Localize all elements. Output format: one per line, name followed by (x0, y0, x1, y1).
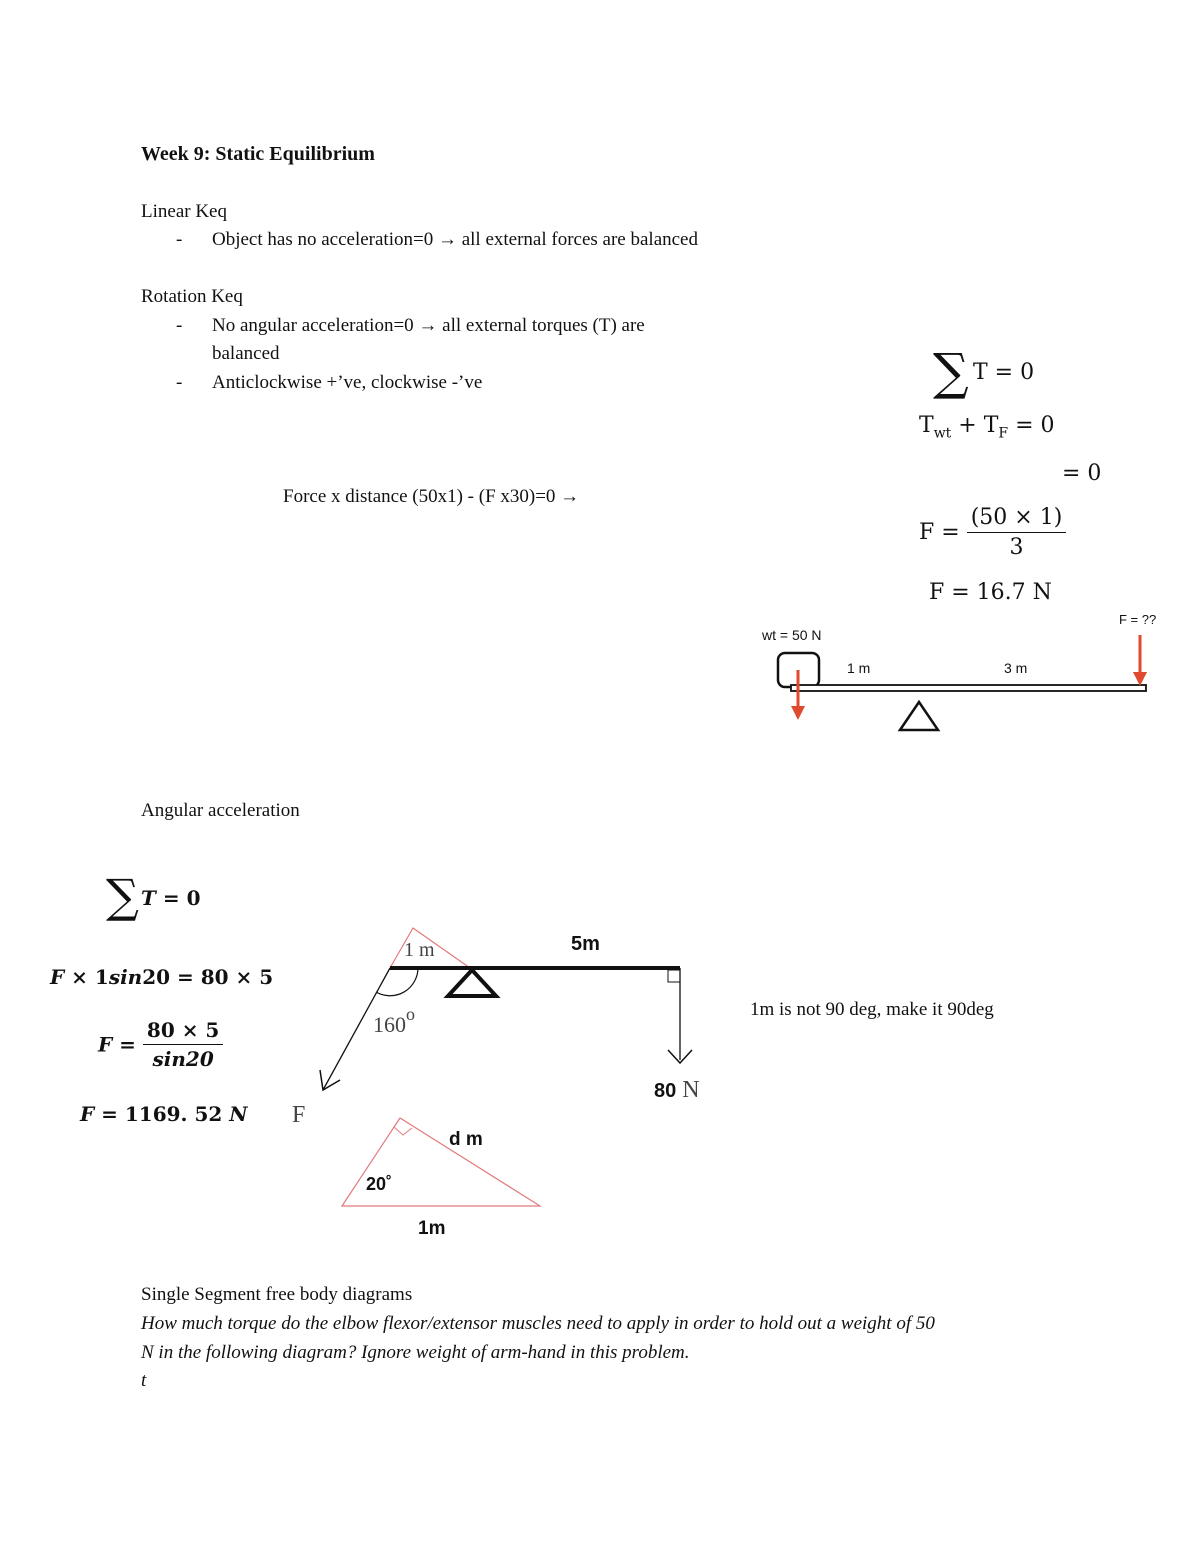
sum-torque-left: T = 0 (141, 886, 201, 910)
torque-equation: F × 1sin20 = 80 × 5 (50, 965, 274, 989)
force-arrow-head-left (320, 1070, 340, 1090)
torque-sum-equation: $T_{wt} + T_F = 0$ (919, 413, 1055, 442)
bullet-dash: - (176, 315, 183, 336)
force-unknown-label: F = ?? (1119, 612, 1157, 627)
bottom-right-angle-mark (394, 1127, 412, 1135)
lever-diagram (290, 920, 730, 1239)
rotation-bullet-2: Anticlockwise +’ve, clockwise -’ve (212, 372, 483, 393)
equals-zero: = 0 (1062, 461, 1102, 486)
five-m-label: 5m (571, 933, 600, 955)
weight-label: wt = 50 N (762, 627, 822, 643)
force-F-label: F (292, 1102, 306, 1128)
fulcrum-triangle (900, 702, 938, 730)
lever-fulcrum (448, 970, 496, 996)
rotation-bullet-1-line1: No angular acceleration=0 → all external torques (T) are (212, 315, 645, 336)
force-distance-equation: Force x distance (50x1) - (F x30)=0 → (283, 486, 580, 507)
force-fraction-left: F = $\frac{80 \times 5}{\sin 20}$ (98, 1018, 223, 1071)
twenty-degree-label: 20˚ (366, 1174, 393, 1194)
dm-label: d m (449, 1129, 483, 1150)
seesaw-beam (791, 685, 1146, 691)
force-fraction: F = $\frac{(50 \times 1)}{3}$ (919, 505, 1066, 560)
distance-3m-label: 3 m (1004, 660, 1028, 676)
question-line-2: N in the following diagram? Ignore weight of arm-hand in this problem. (141, 1342, 690, 1363)
linear-bullet-1: Object has no acceleration=0 → all external forces are balanced (212, 229, 698, 250)
load-label: 80 N (654, 1077, 700, 1103)
trailing-text: t (141, 1370, 147, 1391)
force-arrow-head (1133, 672, 1147, 686)
sigma-symbol: ∑ (933, 343, 969, 401)
angular-heading: Angular acceleration (141, 800, 300, 821)
angle-label: 160$^o$ (373, 1004, 415, 1037)
bullet-dash: - (176, 229, 183, 250)
page-title: Week 9: Static Equilibrium (141, 143, 375, 165)
bullet-dash: - (176, 372, 183, 393)
one-m-bottom-label: 1m (418, 1218, 446, 1239)
seesaw-diagram (755, 610, 1175, 740)
force-result-left: F = 1169. 52 N (80, 1102, 248, 1126)
right-angle-mark (668, 970, 680, 982)
weight-arrow-head (791, 706, 805, 720)
rotation-heading: Rotation Keq (141, 286, 243, 307)
sum-torque-rhs: T = 0 (973, 360, 1035, 385)
angle-note: 1m is not 90 deg, make it 90deg (750, 999, 994, 1020)
force-result: F = 16.7 N (929, 580, 1052, 605)
sigma-symbol-left: ∑ (106, 869, 139, 923)
linear-heading: Linear Keq (141, 201, 227, 222)
one-m-label: 1 m (404, 939, 435, 961)
single-segment-heading: Single Segment free body diagrams (141, 1284, 413, 1305)
distance-1m-label: 1 m (847, 660, 871, 676)
rotation-bullet-1-line2: balanced (212, 343, 280, 364)
question-line-1: How much torque do the elbow flexor/extensor muscles need to apply in order to hold out a weight of 50 (141, 1313, 935, 1334)
